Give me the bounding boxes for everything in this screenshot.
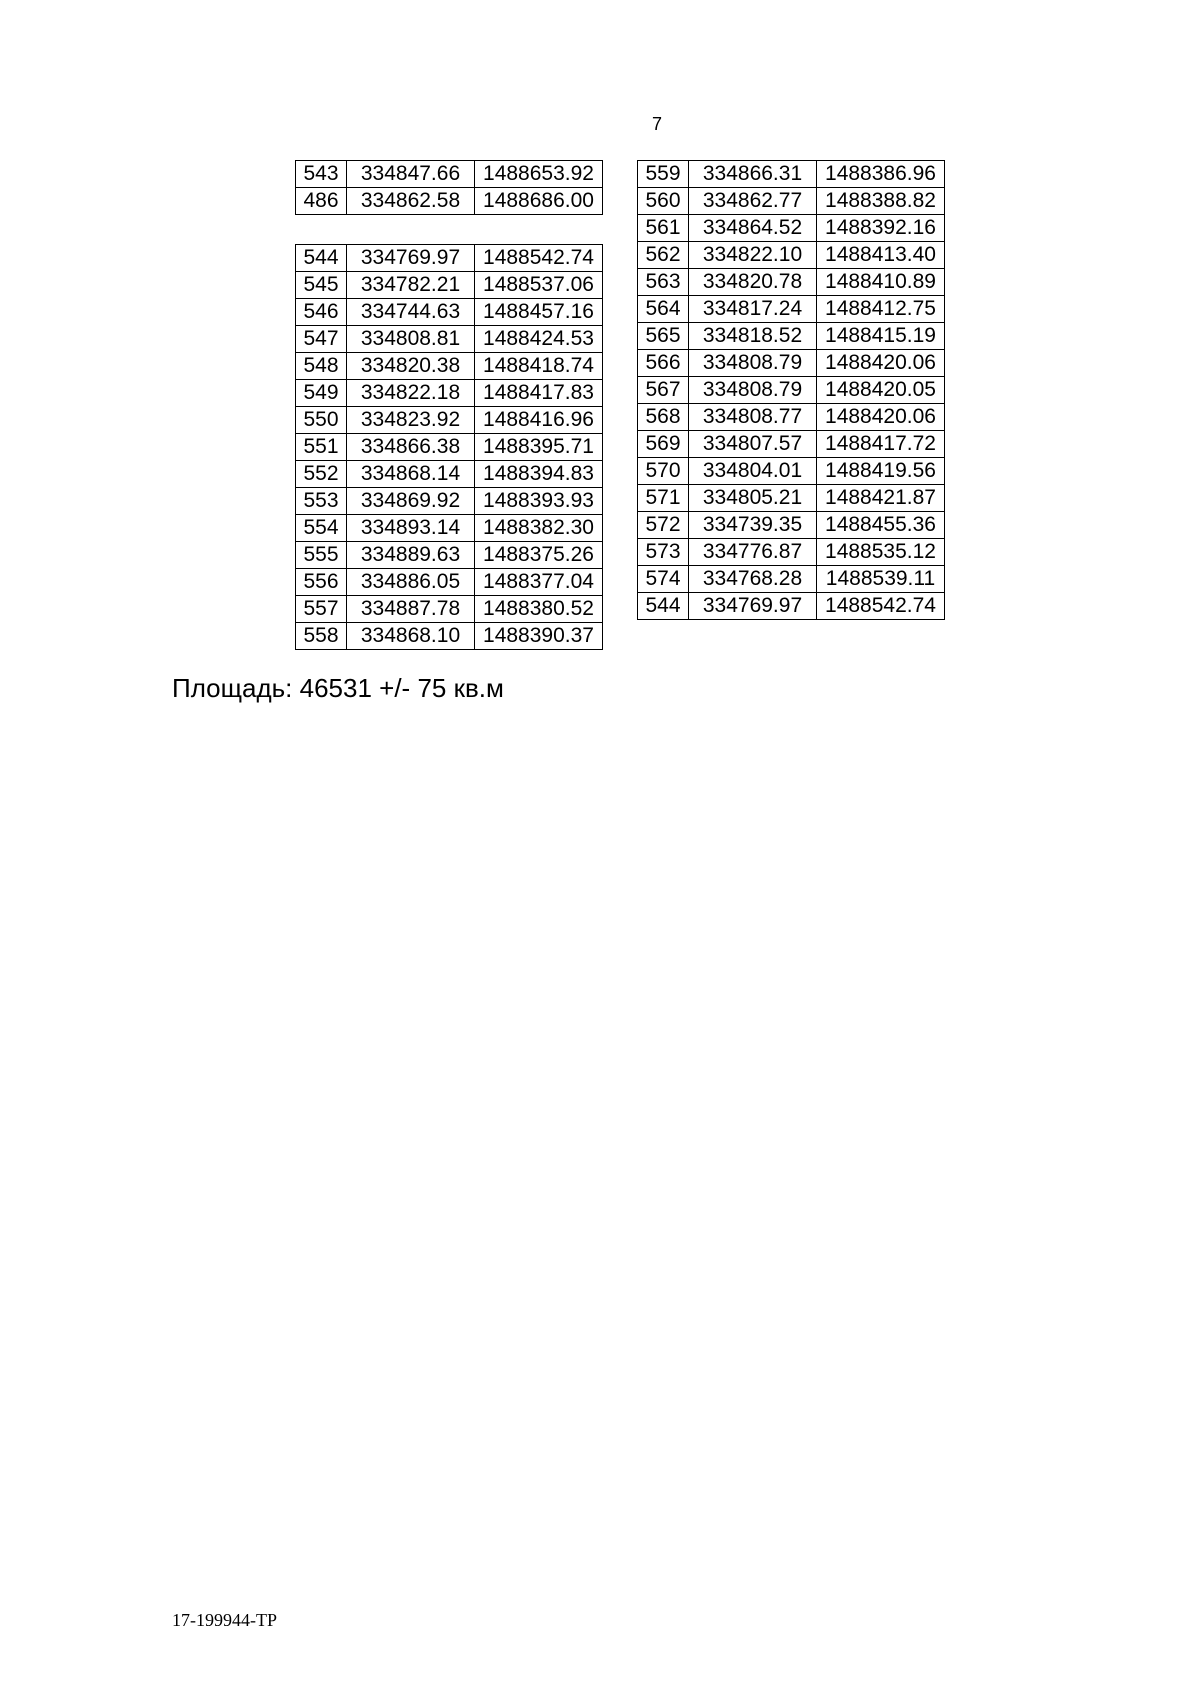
coordinates-table-right [637, 160, 945, 620]
y-coordinate-cell: 1488386.96 [817, 161, 945, 188]
table-row [638, 485, 945, 512]
x-coordinate-cell: 334808.79 [689, 350, 817, 377]
y-coordinate-cell: 1488390.37 [475, 623, 603, 650]
x-coordinate-cell: 334808.77 [689, 404, 817, 431]
x-coordinate-cell: 334822.10 [689, 242, 817, 269]
x-coordinate-cell: 334817.24 [689, 296, 817, 323]
table-row [638, 188, 945, 215]
x-coordinate-cell: 334782.21 [347, 272, 475, 299]
coordinates-table-left-bottom [295, 244, 603, 650]
x-coordinate-cell: 334823.92 [347, 407, 475, 434]
y-coordinate-cell: 1488455.36 [817, 512, 945, 539]
y-coordinate-cell: 1488415.19 [817, 323, 945, 350]
point-number-cell: 567 [638, 377, 689, 404]
x-coordinate-cell: 334805.21 [689, 485, 817, 512]
point-number-cell: 545 [296, 272, 347, 299]
y-coordinate-cell: 1488537.06 [475, 272, 603, 299]
y-coordinate-cell: 1488420.06 [817, 350, 945, 377]
x-coordinate-cell: 334818.52 [689, 323, 817, 350]
x-coordinate-cell: 334868.14 [347, 461, 475, 488]
table-row [296, 623, 603, 650]
x-coordinate-cell: 334769.97 [347, 245, 475, 272]
x-coordinate-cell: 334869.92 [347, 488, 475, 515]
point-number-cell: 559 [638, 161, 689, 188]
point-number-cell: 574 [638, 566, 689, 593]
point-number-cell: 561 [638, 215, 689, 242]
y-coordinate-cell: 1488417.72 [817, 431, 945, 458]
table-row [296, 272, 603, 299]
y-coordinate-cell: 1488394.83 [475, 461, 603, 488]
x-coordinate-cell: 334769.97 [689, 593, 817, 620]
table-row [296, 245, 603, 272]
point-number-cell: 544 [638, 593, 689, 620]
document-code: 17-199944-ТР [172, 1610, 277, 1630]
table-row [296, 434, 603, 461]
point-number-cell: 558 [296, 623, 347, 650]
x-coordinate-cell: 334804.01 [689, 458, 817, 485]
table-row [296, 542, 603, 569]
x-coordinate-cell: 334808.79 [689, 377, 817, 404]
y-coordinate-cell: 1488380.52 [475, 596, 603, 623]
y-coordinate-cell: 1488417.83 [475, 380, 603, 407]
table-row [296, 596, 603, 623]
y-coordinate-cell: 1488377.04 [475, 569, 603, 596]
table-row [638, 296, 945, 323]
coordinates-table-left-top [295, 160, 603, 215]
x-coordinate-cell: 334893.14 [347, 515, 475, 542]
point-number-cell: 546 [296, 299, 347, 326]
y-coordinate-cell: 1488686.00 [475, 188, 603, 215]
point-number-cell: 566 [638, 350, 689, 377]
x-coordinate-cell: 334887.78 [347, 596, 475, 623]
table-row [638, 458, 945, 485]
x-coordinate-cell: 334862.58 [347, 188, 475, 215]
point-number-cell: 543 [296, 161, 347, 188]
x-coordinate-cell: 334866.31 [689, 161, 817, 188]
x-coordinate-cell: 334864.52 [689, 215, 817, 242]
x-coordinate-cell: 334866.38 [347, 434, 475, 461]
y-coordinate-cell: 1488457.16 [475, 299, 603, 326]
x-coordinate-cell: 334820.78 [689, 269, 817, 296]
table-row [638, 431, 945, 458]
table-row [296, 515, 603, 542]
table-row [296, 488, 603, 515]
y-coordinate-cell: 1488420.06 [817, 404, 945, 431]
table-row [638, 215, 945, 242]
point-number-cell: 555 [296, 542, 347, 569]
table-row [296, 380, 603, 407]
table-row [638, 350, 945, 377]
y-coordinate-cell: 1488420.05 [817, 377, 945, 404]
point-number-cell: 571 [638, 485, 689, 512]
table-row [296, 461, 603, 488]
y-coordinate-cell: 1488375.26 [475, 542, 603, 569]
x-coordinate-cell: 334820.38 [347, 353, 475, 380]
x-coordinate-cell: 334776.87 [689, 539, 817, 566]
table-row [638, 323, 945, 350]
y-coordinate-cell: 1488412.75 [817, 296, 945, 323]
table-row [638, 593, 945, 620]
table-row [296, 353, 603, 380]
point-number-cell: 568 [638, 404, 689, 431]
y-coordinate-cell: 1488418.74 [475, 353, 603, 380]
y-coordinate-cell: 1488539.11 [817, 566, 945, 593]
x-coordinate-cell: 334807.57 [689, 431, 817, 458]
y-coordinate-cell: 1488542.74 [475, 245, 603, 272]
y-coordinate-cell: 1488382.30 [475, 515, 603, 542]
point-number-cell: 554 [296, 515, 347, 542]
x-coordinate-cell: 334868.10 [347, 623, 475, 650]
point-number-cell: 486 [296, 188, 347, 215]
y-coordinate-cell: 1488424.53 [475, 326, 603, 353]
point-number-cell: 563 [638, 269, 689, 296]
point-number-cell: 552 [296, 461, 347, 488]
point-number-cell: 548 [296, 353, 347, 380]
table-row [638, 539, 945, 566]
y-coordinate-cell: 1488413.40 [817, 242, 945, 269]
table-row [296, 326, 603, 353]
y-coordinate-cell: 1488388.82 [817, 188, 945, 215]
table-row [296, 161, 603, 188]
point-number-cell: 569 [638, 431, 689, 458]
point-number-cell: 560 [638, 188, 689, 215]
area-summary: Площадь: 46531 +/- 75 кв.м [172, 673, 504, 703]
y-coordinate-cell: 1488542.74 [817, 593, 945, 620]
point-number-cell: 564 [638, 296, 689, 323]
x-coordinate-cell: 334744.63 [347, 299, 475, 326]
y-coordinate-cell: 1488421.87 [817, 485, 945, 512]
x-coordinate-cell: 334886.05 [347, 569, 475, 596]
y-coordinate-cell: 1488410.89 [817, 269, 945, 296]
point-number-cell: 565 [638, 323, 689, 350]
x-coordinate-cell: 334808.81 [347, 326, 475, 353]
y-coordinate-cell: 1488535.12 [817, 539, 945, 566]
x-coordinate-cell: 334768.28 [689, 566, 817, 593]
page-number: 7 [652, 114, 663, 134]
y-coordinate-cell: 1488395.71 [475, 434, 603, 461]
point-number-cell: 549 [296, 380, 347, 407]
y-coordinate-cell: 1488416.96 [475, 407, 603, 434]
table-row [296, 407, 603, 434]
y-coordinate-cell: 1488419.56 [817, 458, 945, 485]
point-number-cell: 551 [296, 434, 347, 461]
table-row [638, 242, 945, 269]
point-number-cell: 562 [638, 242, 689, 269]
table-row [638, 269, 945, 296]
point-number-cell: 547 [296, 326, 347, 353]
point-number-cell: 553 [296, 488, 347, 515]
table-row [296, 569, 603, 596]
table-row [638, 404, 945, 431]
y-coordinate-cell: 1488393.93 [475, 488, 603, 515]
y-coordinate-cell: 1488653.92 [475, 161, 603, 188]
point-number-cell: 572 [638, 512, 689, 539]
table-row [638, 377, 945, 404]
table-row [638, 161, 945, 188]
table-row [296, 188, 603, 215]
table-row [296, 299, 603, 326]
x-coordinate-cell: 334862.77 [689, 188, 817, 215]
point-number-cell: 544 [296, 245, 347, 272]
x-coordinate-cell: 334739.35 [689, 512, 817, 539]
point-number-cell: 556 [296, 569, 347, 596]
y-coordinate-cell: 1488392.16 [817, 215, 945, 242]
point-number-cell: 573 [638, 539, 689, 566]
point-number-cell: 570 [638, 458, 689, 485]
x-coordinate-cell: 334889.63 [347, 542, 475, 569]
table-row [638, 512, 945, 539]
x-coordinate-cell: 334847.66 [347, 161, 475, 188]
point-number-cell: 557 [296, 596, 347, 623]
x-coordinate-cell: 334822.18 [347, 380, 475, 407]
point-number-cell: 550 [296, 407, 347, 434]
table-row [638, 566, 945, 593]
